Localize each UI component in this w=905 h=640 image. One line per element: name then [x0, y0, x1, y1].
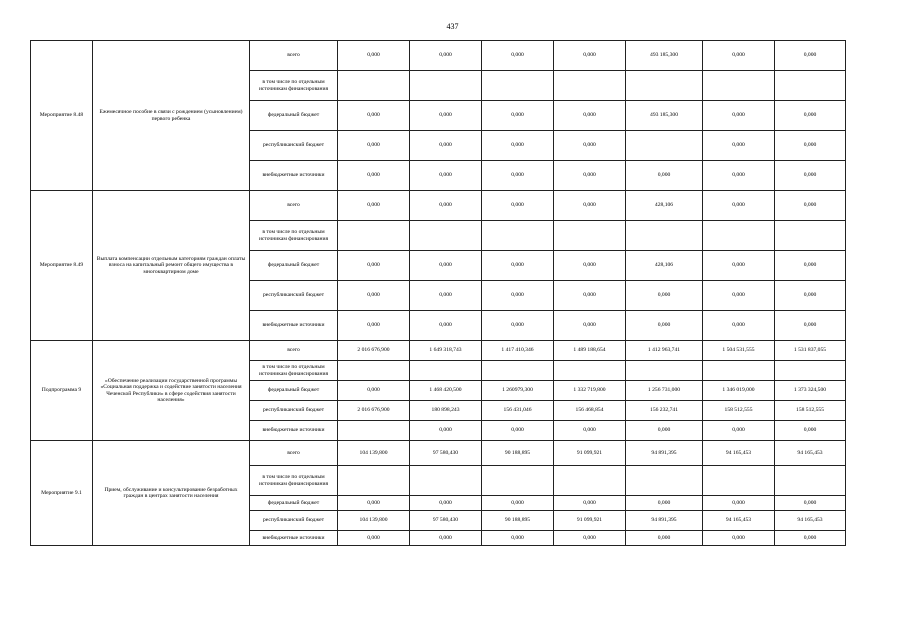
amount-cell — [482, 71, 554, 101]
amount-cell: 94 891,395 — [626, 511, 703, 531]
amount-cell — [554, 361, 626, 381]
amount-cell: 90 188,895 — [482, 441, 554, 466]
amount-cell: 0,000 — [554, 251, 626, 281]
event-description-cell: «Обеспечение реализации государственной программы «Социальная поддержка и содействие занятости населения Чеченской Республики» в сфере содействия занятости населения» — [93, 341, 250, 441]
amount-cell: 0,000 — [482, 496, 554, 511]
amount-cell: 180 898,243 — [410, 401, 482, 421]
amount-cell — [626, 71, 703, 101]
funding-source-cell: федеральный бюджет — [250, 101, 338, 131]
amount-cell: 0,000 — [410, 311, 482, 341]
budget-table — [30, 40, 846, 546]
amount-cell: 0,000 — [554, 421, 626, 441]
amount-cell — [626, 221, 703, 251]
amount-cell — [338, 71, 410, 101]
funding-source-cell: в том числе по отдельным источникам финансирования — [250, 466, 338, 496]
amount-cell: 0,000 — [338, 161, 410, 191]
amount-cell — [775, 466, 846, 496]
amount-cell — [410, 71, 482, 101]
amount-cell: 0,000 — [775, 281, 846, 311]
table-row — [31, 341, 846, 361]
amount-cell: 0,000 — [775, 531, 846, 546]
amount-cell: 0,000 — [703, 421, 775, 441]
amount-cell: 0,000 — [775, 421, 846, 441]
amount-cell: 0,000 — [554, 191, 626, 221]
amount-cell — [703, 361, 775, 381]
amount-cell: 0,000 — [703, 531, 775, 546]
amount-cell: 0,000 — [482, 281, 554, 311]
amount-cell: 1 256 731,000 — [626, 381, 703, 401]
event-description-cell: Прием, обслуживание и консультирование безработных граждан в центрах занятости населения — [93, 441, 250, 546]
amount-cell: 0,000 — [410, 281, 482, 311]
amount-cell: 1 489 188,654 — [554, 341, 626, 361]
amount-cell: 0,000 — [410, 131, 482, 161]
amount-cell: 0,000 — [410, 191, 482, 221]
amount-cell: 0,000 — [482, 421, 554, 441]
amount-cell — [554, 466, 626, 496]
amount-cell — [410, 221, 482, 251]
funding-source-cell: федеральный бюджет — [250, 251, 338, 281]
amount-cell: 0,000 — [626, 281, 703, 311]
amount-cell — [703, 221, 775, 251]
funding-source-cell: в том числе по отдельным источникам финансирования — [250, 361, 338, 381]
funding-source-cell: республиканский бюджет — [250, 131, 338, 161]
funding-source-cell: в том числе по отдельным источникам финансирования — [250, 71, 338, 101]
amount-cell: 1 412 963,741 — [626, 341, 703, 361]
amount-cell: 0,000 — [775, 161, 846, 191]
amount-cell: 158 512,555 — [703, 401, 775, 421]
amount-cell: 0,000 — [775, 496, 846, 511]
amount-cell: 156 232,741 — [626, 401, 703, 421]
funding-source-cell: федеральный бюджет — [250, 496, 338, 511]
amount-cell: 0,000 — [703, 41, 775, 71]
amount-cell: 0,000 — [703, 191, 775, 221]
page-number: 437 — [446, 22, 459, 31]
funding-source-cell: внебюджетные источники — [250, 531, 338, 546]
amount-cell: 0,000 — [482, 101, 554, 131]
amount-cell: 94 165,453 — [775, 441, 846, 466]
amount-cell — [482, 361, 554, 381]
amount-cell: 0,000 — [338, 131, 410, 161]
amount-cell — [554, 71, 626, 101]
amount-cell: 156 431,046 — [482, 401, 554, 421]
amount-cell: 1 468 420,500 — [410, 381, 482, 401]
amount-cell: 0,000 — [626, 311, 703, 341]
amount-cell: 1 417 410,346 — [482, 341, 554, 361]
amount-cell: 94 165,453 — [703, 511, 775, 531]
amount-cell: 94 891,395 — [626, 441, 703, 466]
amount-cell: 0,000 — [703, 251, 775, 281]
table-row — [31, 41, 846, 71]
amount-cell — [410, 361, 482, 381]
amount-cell — [410, 466, 482, 496]
amount-cell: 94 165,453 — [703, 441, 775, 466]
budget-table-body — [31, 41, 846, 546]
amount-cell: 0,000 — [338, 311, 410, 341]
amount-cell: 0,000 — [482, 131, 554, 161]
amount-cell: 94 165,453 — [775, 511, 846, 531]
funding-source-cell: внебюджетные источники — [250, 161, 338, 191]
amount-cell — [338, 421, 410, 441]
funding-source-cell: всего — [250, 441, 338, 466]
amount-cell: 0,000 — [338, 251, 410, 281]
amount-cell: 91 099,921 — [554, 511, 626, 531]
amount-cell: 0,000 — [626, 161, 703, 191]
funding-source-cell: республиканский бюджет — [250, 281, 338, 311]
amount-cell: 0,000 — [410, 41, 482, 71]
amount-cell: 97 580,430 — [410, 511, 482, 531]
amount-cell: 0,000 — [703, 161, 775, 191]
amount-cell: 0,000 — [410, 251, 482, 281]
amount-cell: 1 373 324,500 — [775, 381, 846, 401]
amount-cell: 1 332 719,800 — [554, 381, 626, 401]
amount-cell: 0,000 — [554, 161, 626, 191]
amount-cell — [703, 466, 775, 496]
table-row — [31, 441, 846, 466]
amount-cell: 0,000 — [482, 311, 554, 341]
amount-cell: 0,000 — [554, 281, 626, 311]
amount-cell: 1 649 318,743 — [410, 341, 482, 361]
funding-source-cell: федеральный бюджет — [250, 381, 338, 401]
amount-cell: 0,000 — [554, 531, 626, 546]
event-name-cell: Мероприятие 8.49 — [31, 191, 93, 341]
amount-cell — [338, 466, 410, 496]
amount-cell — [626, 131, 703, 161]
amount-cell — [775, 71, 846, 101]
amount-cell: 0,000 — [338, 281, 410, 311]
amount-cell: 0,000 — [410, 531, 482, 546]
table-row — [31, 191, 846, 221]
amount-cell: 104 139,800 — [338, 511, 410, 531]
amount-cell: 428,106 — [626, 191, 703, 221]
event-name-cell: Мероприятие 9.1 — [31, 441, 93, 546]
amount-cell — [626, 361, 703, 381]
amount-cell: 0,000 — [626, 421, 703, 441]
amount-cell: 97 580,430 — [410, 441, 482, 466]
event-description-cell: Ежемесячное пособие в связи с рождением (усыновлением) первого ребенка — [93, 41, 250, 191]
amount-cell: 158 512,555 — [775, 401, 846, 421]
amount-cell: 0,000 — [775, 251, 846, 281]
amount-cell: 2 016 676,900 — [338, 401, 410, 421]
funding-source-cell: внебюджетные источники — [250, 421, 338, 441]
funding-source-cell: всего — [250, 341, 338, 361]
amount-cell — [482, 466, 554, 496]
amount-cell: 0,000 — [626, 531, 703, 546]
amount-cell: 0,000 — [703, 496, 775, 511]
amount-cell: 0,000 — [775, 311, 846, 341]
amount-cell: 428,106 — [626, 251, 703, 281]
amount-cell: 0,000 — [775, 131, 846, 161]
amount-cell: 0,000 — [703, 101, 775, 131]
amount-cell: 0,000 — [338, 531, 410, 546]
funding-source-cell: внебюджетные источники — [250, 311, 338, 341]
amount-cell: 0,000 — [703, 131, 775, 161]
amount-cell: 0,000 — [338, 381, 410, 401]
amount-cell: 0,000 — [554, 101, 626, 131]
event-description-cell: Выплата компенсации отдельным категориям граждан оплаты взноса на капитальный ремонт общего имущества в многоквартирном доме — [93, 191, 250, 341]
amount-cell: 0,000 — [410, 496, 482, 511]
amount-cell: 1 531 837,055 — [775, 341, 846, 361]
amount-cell — [338, 361, 410, 381]
amount-cell: 1 346 019,000 — [703, 381, 775, 401]
amount-cell: 493 185,300 — [626, 101, 703, 131]
amount-cell — [775, 221, 846, 251]
amount-cell: 2 016 676,900 — [338, 341, 410, 361]
event-name-cell: Подпрограмма 9 — [31, 341, 93, 441]
amount-cell: 0,000 — [703, 311, 775, 341]
amount-cell: 1 504 531,555 — [703, 341, 775, 361]
event-name-cell: Мероприятие 8.48 — [31, 41, 93, 191]
funding-source-cell: республиканский бюджет — [250, 401, 338, 421]
amount-cell — [338, 221, 410, 251]
amount-cell: 0,000 — [554, 131, 626, 161]
amount-cell: 0,000 — [338, 191, 410, 221]
amount-cell: 0,000 — [482, 161, 554, 191]
amount-cell: 0,000 — [482, 191, 554, 221]
amount-cell: 0,000 — [482, 251, 554, 281]
amount-cell: 0,000 — [410, 421, 482, 441]
amount-cell — [482, 221, 554, 251]
amount-cell: 0,000 — [338, 41, 410, 71]
amount-cell: 0,000 — [338, 496, 410, 511]
amount-cell — [554, 221, 626, 251]
amount-cell: 1 260979,300 — [482, 381, 554, 401]
amount-cell: 91 099,921 — [554, 441, 626, 466]
funding-source-cell: всего — [250, 191, 338, 221]
amount-cell: 90 188,895 — [482, 511, 554, 531]
amount-cell: 0,000 — [775, 191, 846, 221]
amount-cell — [775, 361, 846, 381]
amount-cell: 0,000 — [775, 101, 846, 131]
amount-cell: 0,000 — [703, 281, 775, 311]
amount-cell: 104 139,800 — [338, 441, 410, 466]
funding-source-cell: в том числе по отдельным источникам финансирования — [250, 221, 338, 251]
amount-cell: 0,000 — [554, 496, 626, 511]
amount-cell: 0,000 — [482, 41, 554, 71]
amount-cell: 0,000 — [482, 531, 554, 546]
amount-cell — [626, 466, 703, 496]
amount-cell: 0,000 — [554, 41, 626, 71]
amount-cell: 0,000 — [410, 161, 482, 191]
funding-source-cell: республиканский бюджет — [250, 511, 338, 531]
amount-cell: 0,000 — [338, 101, 410, 131]
funding-source-cell: всего — [250, 41, 338, 71]
amount-cell: 156 468,854 — [554, 401, 626, 421]
amount-cell: 0,000 — [626, 496, 703, 511]
amount-cell: 0,000 — [554, 311, 626, 341]
amount-cell: 493 185,300 — [626, 41, 703, 71]
amount-cell: 0,000 — [410, 101, 482, 131]
amount-cell — [703, 71, 775, 101]
amount-cell: 0,000 — [775, 41, 846, 71]
